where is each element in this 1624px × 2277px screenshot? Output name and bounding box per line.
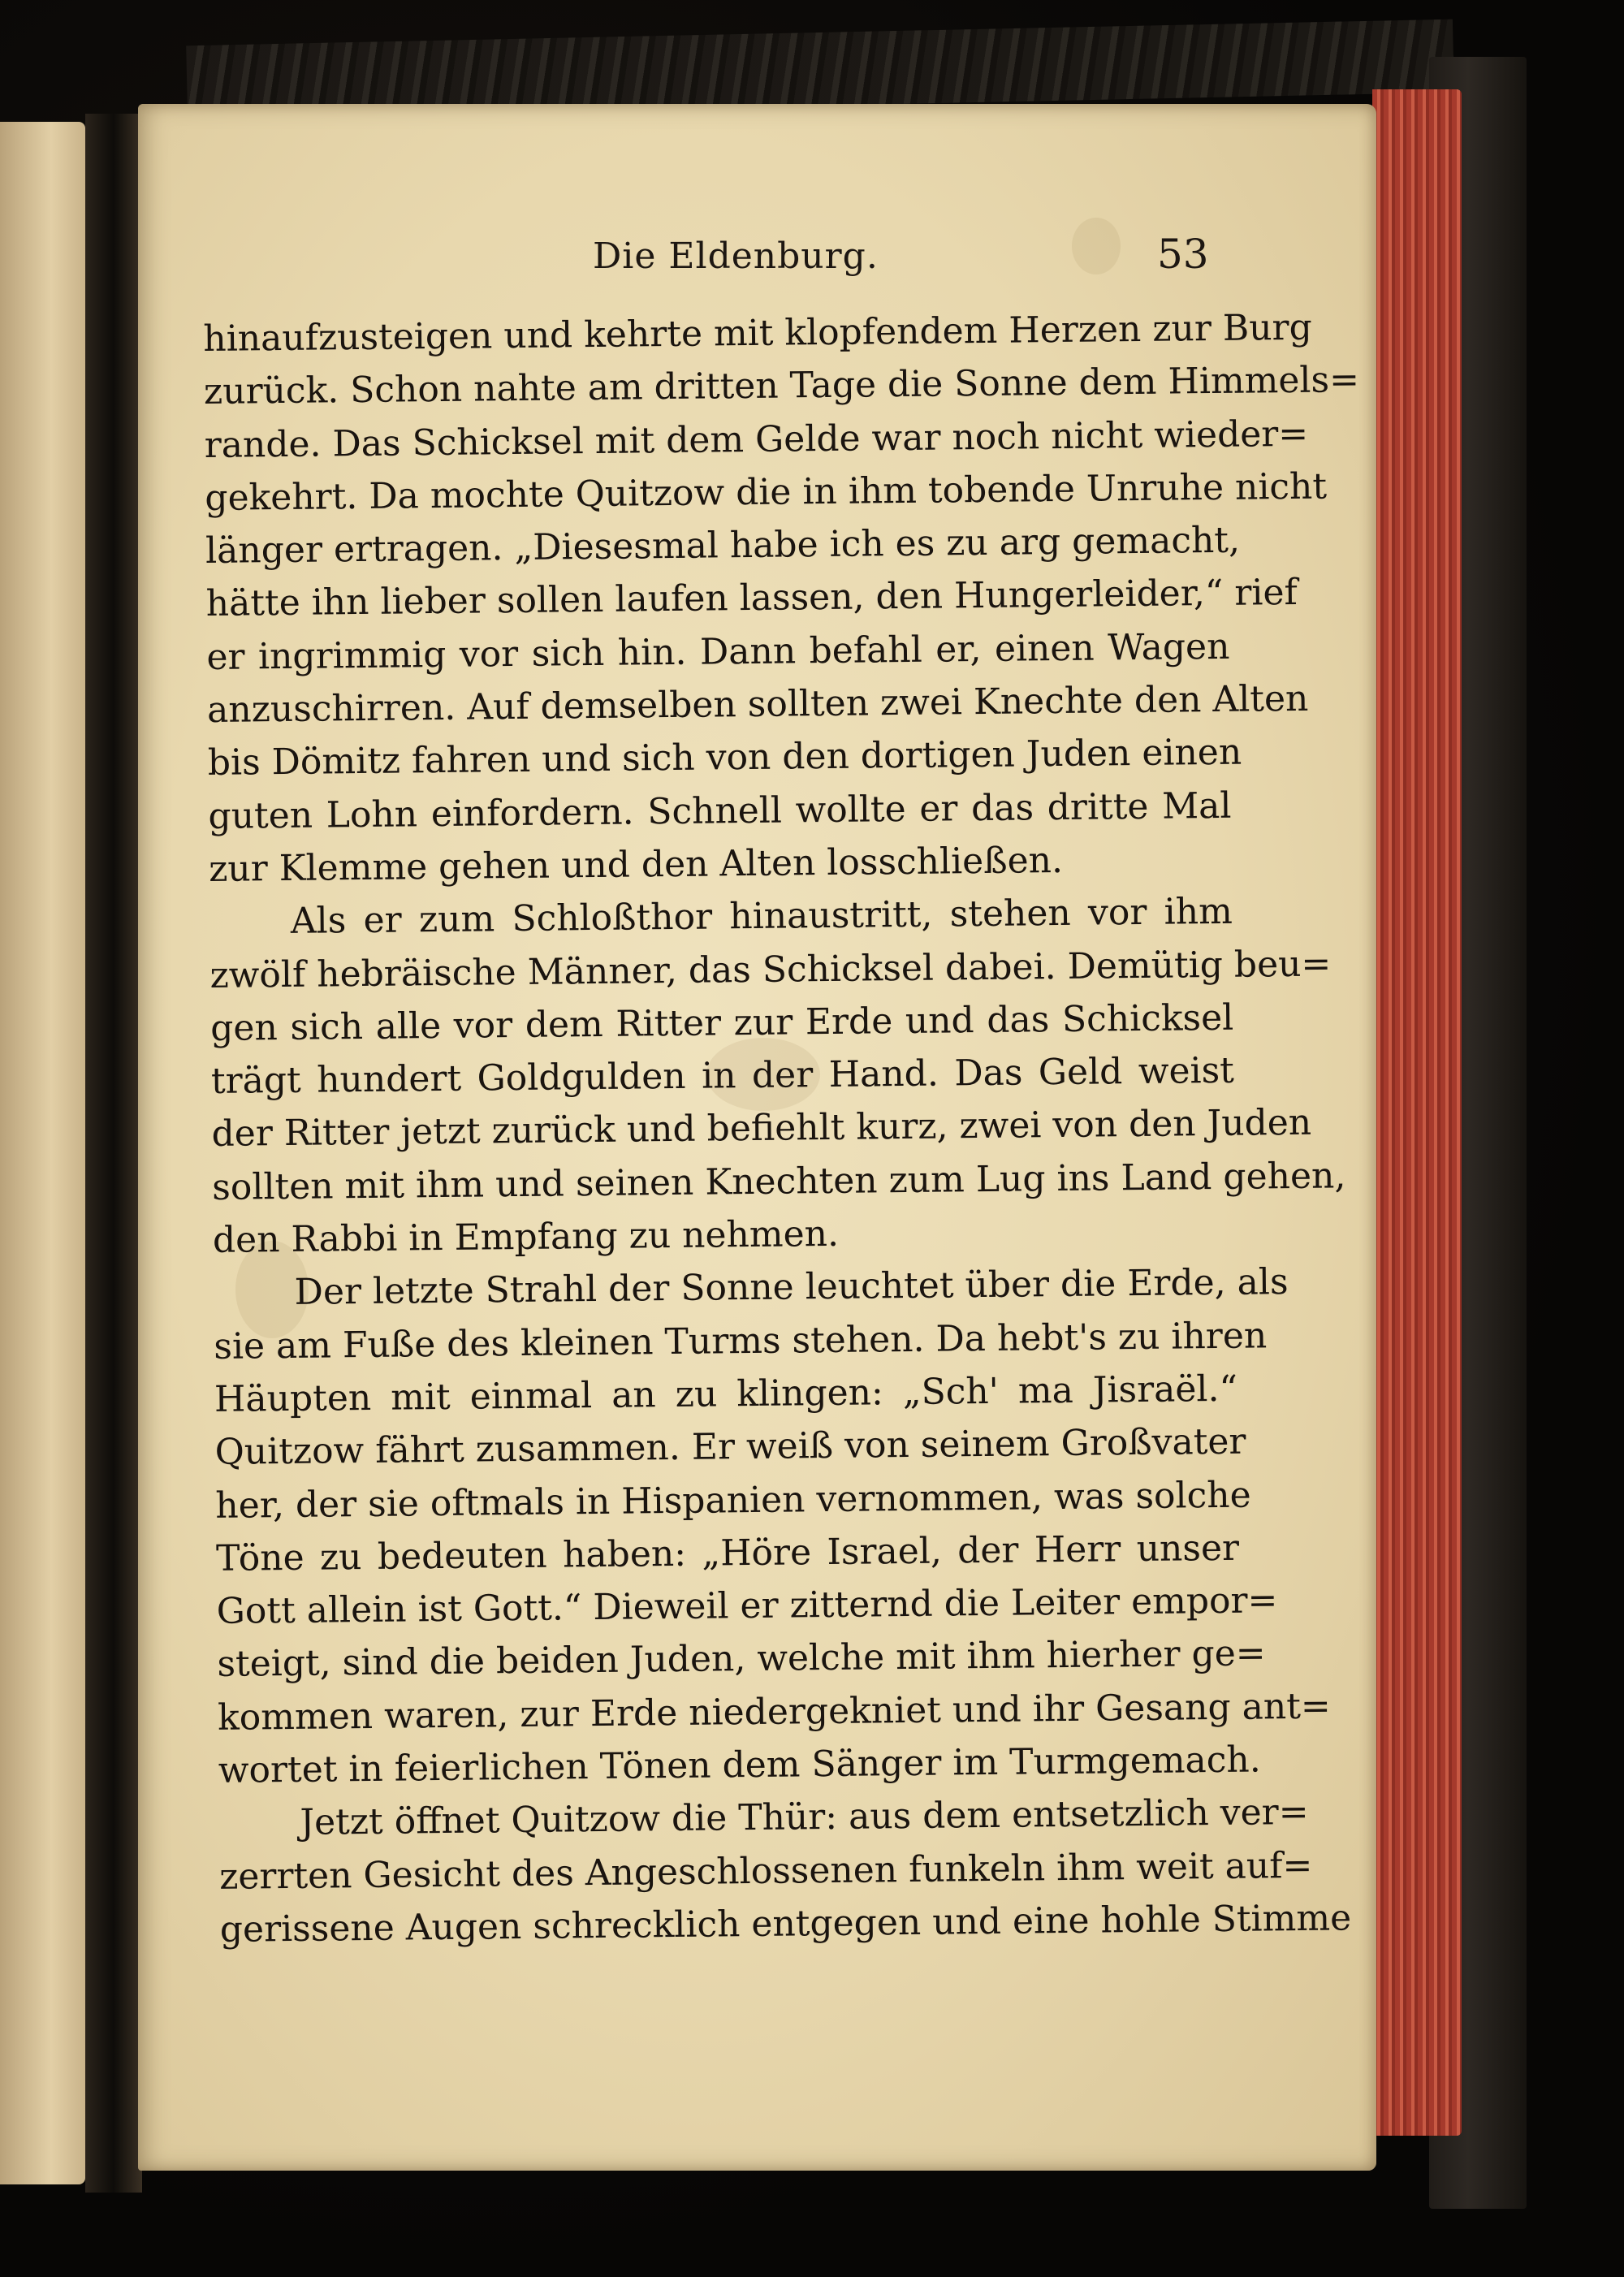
text-line: sollten mit ihm und seinen Knechten zum Lug ins Land gehen,: [212, 1155, 1346, 1208]
text-line: gen sich alle vor dem Ritter zur Erde und das Schicksel: [209, 996, 1234, 1049]
facing-page-edge: [0, 122, 85, 2184]
text-line: hinaufzusteigen und kehrte mit klopfendem Herzen zur Burg: [203, 306, 1313, 360]
chapter-title: Die Eldenburg.: [593, 235, 879, 277]
text-line: länger ertragen. „Diesesmal habe ich es zu arg gemacht,: [205, 519, 1241, 572]
text-line: hätte ihn lieber sollen laufen lassen, den Hungerleider,“ rief: [205, 572, 1298, 625]
text-line: Häupten mit einmal an zu klingen: „Sch' ma Jisraël.“: [214, 1367, 1238, 1420]
red-page-edges: [1372, 89, 1462, 2136]
text-line: Töne zu bedeuten haben: „Höre Israel, der Herr unser: [215, 1527, 1240, 1579]
text-line: zwölf hebräische Männer, das Schicksel dabei. Demütig beu=: [209, 943, 1332, 996]
text-line: Als er zum Schloßthor hinaustritt, stehen vor ihm: [290, 891, 1233, 943]
text-line: Quitzow fährt zusammen. Er weiß von seinem Großvater: [214, 1420, 1246, 1474]
text-line: Gott allein ist Gott.“ Dieweil er zitternd die Leiter empor=: [216, 1579, 1278, 1633]
text-line: zerrten Gesicht des Angeschlossenen funkeln ihm weit auf=: [218, 1844, 1313, 1898]
text-line: steigt, sind die beiden Juden, welche mit ihm hierher ge=: [217, 1632, 1266, 1686]
text-line: zurück. Schon nahte am dritten Tage die Sonne dem Himmels=: [203, 359, 1360, 413]
text-line: sie am Fuße des kleinen Turms stehen. Da hebt's zu ihren: [214, 1314, 1268, 1367]
text-line: Der letzte Strahl der Sonne leuchtet über die Erde, als: [294, 1261, 1289, 1314]
text-line: kommen waren, zur Erde niedergekniet und ihr Gesang ant=: [217, 1685, 1331, 1739]
text-line: gerissene Augen schrecklich entgegen und eine hohle Stimme: [219, 1897, 1352, 1951]
text-line: guten Lohn einfordern. Schnell wollte er das dritte Mal: [208, 784, 1232, 837]
text-line: Jetzt öffnet Quitzow die Thür: aus dem entsetzlich ver=: [300, 1791, 1309, 1844]
text-line: bis Dömitz fahren und sich von den dortigen Juden einen: [207, 732, 1242, 784]
text-line: der Ritter jetzt zurück und befiehlt kurz, zwei von den Juden: [211, 1102, 1312, 1156]
text-line: den Rabbi in Empfang zu nehmen.: [212, 1212, 840, 1261]
text-line: anzuschirren. Auf demselben sollten zwei Knechte den Alten: [206, 677, 1309, 732]
text-line: zur Klemme gehen und den Alten losschließen.: [208, 839, 1064, 890]
page-number: 53: [1157, 231, 1209, 278]
text-line: wortet in feierlichen Tönen dem Sänger im Turmgemach.: [218, 1739, 1261, 1791]
book-gutter: [85, 114, 142, 2193]
text-line: er ingrimmig vor sich hin. Dann befahl er, einen Wagen: [206, 625, 1230, 678]
text-line: her, der sie oftmals in Hispanien vernommen, was solche: [215, 1474, 1251, 1527]
body-text: [203, 302, 1360, 1956]
text-line: trägt hundert Goldgulden in der Hand. Das Geld weist: [210, 1049, 1235, 1103]
running-head: [0, 227, 1624, 292]
text-line: rande. Das Schicksel mit dem Gelde war noch nicht wieder=: [204, 413, 1309, 466]
text-line: gekehrt. Da mochte Quitzow die in ihm tobende Unruhe nicht: [205, 465, 1328, 519]
